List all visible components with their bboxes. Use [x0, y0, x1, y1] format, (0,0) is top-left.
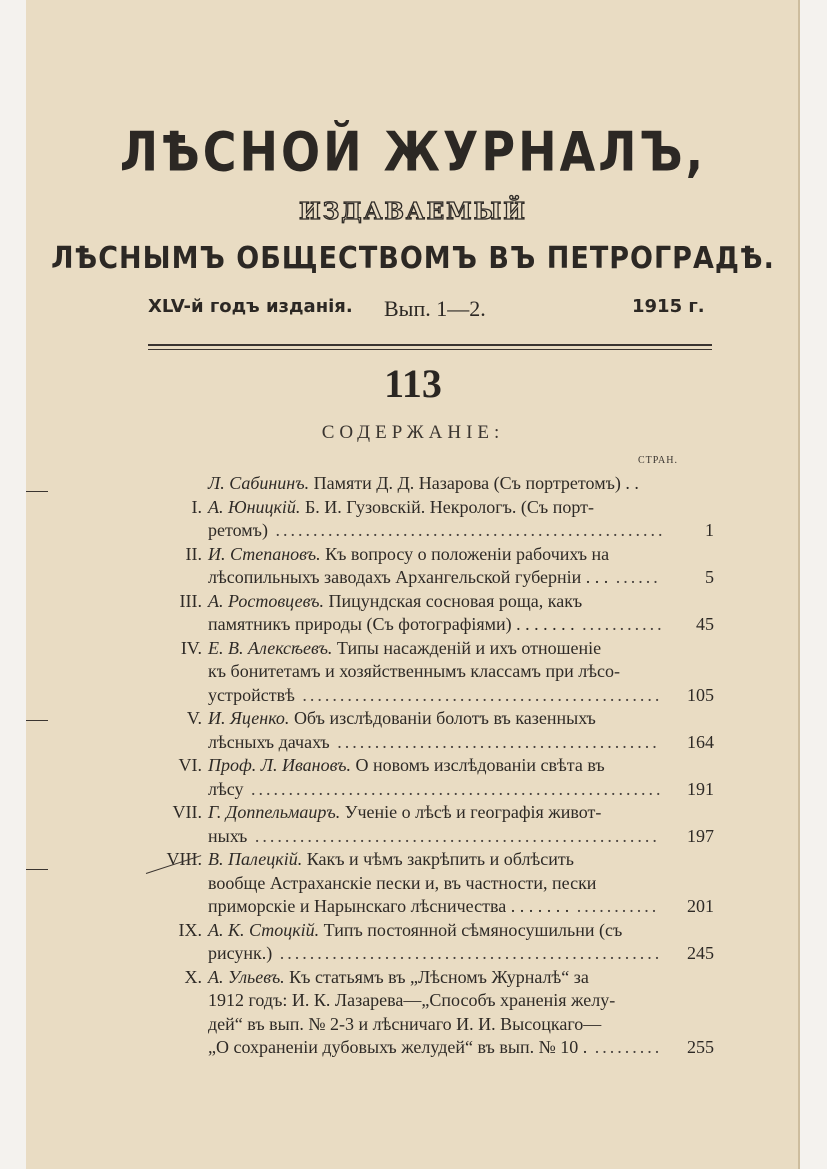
- toc-entry: [134, 590, 714, 637]
- journal-title: ЛѢСНОЙ ЖУРНАЛЪ,: [119, 120, 707, 184]
- toc-entry: [134, 754, 714, 801]
- toc-entry-number: II.: [185, 543, 202, 564]
- leader-dots: ......................................................: [247, 825, 660, 846]
- header-divider-thin: [148, 349, 712, 350]
- publication-year: 1915 г.: [632, 296, 705, 317]
- toc-entry-line: [134, 942, 714, 966]
- subtitle-published: ИЗДАВАЕМЫЙ: [298, 198, 528, 225]
- toc-entry-number: VIII.: [166, 849, 202, 869]
- margin-mark: [26, 720, 48, 721]
- toc-entry: [134, 801, 714, 848]
- leader-dots: ...........: [569, 896, 660, 916]
- toc-entry-line: [134, 566, 714, 590]
- toc-entry-text: Б. И. Гузовскій. Некрологъ. (Съ порт-: [304, 496, 594, 517]
- toc-entry: [134, 496, 714, 543]
- toc-entry-text: устройствѣ: [208, 684, 295, 705]
- toc-entry-line: [134, 613, 714, 637]
- toc-entry-author: А. Юницкій.: [208, 496, 301, 517]
- toc-entry-line: [134, 684, 714, 708]
- toc-entry-number: IX.: [178, 919, 202, 940]
- toc-entry-text: Какъ и чѣмъ закрѣпить и облѣсить: [306, 849, 574, 869]
- toc-entry-text: Пицундская сосновая роща, какъ: [328, 590, 583, 611]
- toc-entry-line: [134, 472, 714, 496]
- toc-entry-page: 197: [687, 825, 714, 846]
- toc-entry-page: 201: [687, 896, 714, 916]
- toc-entry-author: А. Ростовцевъ.: [208, 590, 324, 611]
- toc-entry-number: X.: [184, 966, 202, 987]
- toc-entry: [134, 707, 714, 754]
- subtitle-publisher: ЛѢСНЫМЪ ОБЩЕСТВОМЪ ВЪ ПЕТРОГРАДѢ.: [51, 241, 775, 276]
- toc-entry-text: О новомъ изслѣдованіи свѣта въ: [355, 755, 605, 775]
- toc-entry-line: [134, 848, 714, 872]
- leader-dots: .......................................................: [243, 778, 664, 799]
- toc-entry-number: VI.: [178, 755, 202, 775]
- toc-entry-author: А. К. Стоцкій.: [208, 919, 320, 940]
- toc-entry-page: 191: [687, 778, 714, 799]
- toc-entry-line: [134, 543, 714, 567]
- leader-dots: ....................................................: [267, 520, 666, 540]
- handwritten-number: 113: [384, 361, 442, 406]
- toc-entry-line: [134, 496, 714, 520]
- toc-entry-author: Г. Доппельмаиръ.: [208, 802, 341, 822]
- leader-dots: ......: [608, 567, 661, 587]
- toc-entry-text: Ученіе о лѣсѣ и географія живот-: [344, 802, 602, 822]
- toc-entry-line: [134, 731, 714, 755]
- toc-entry-line: [134, 872, 714, 896]
- toc-entry-text: лѣсопильныхъ заводахъ Архангельской губерніи . . .: [208, 567, 609, 587]
- toc-entry-page: 245: [687, 943, 714, 963]
- toc-entry-text: лѣсу: [208, 778, 244, 799]
- toc-entry-text: памятникъ природы (Съ фотографіями) . . . . . . .: [208, 614, 575, 634]
- toc-entry-text: лѣсныхъ дачахъ: [208, 731, 330, 752]
- header-divider: [148, 344, 712, 346]
- toc-entry-text: приморскіе и Нарынскаго лѣсничества . . . . . . .: [208, 896, 570, 916]
- contents-heading: СОДЕРЖАНІЕ:: [321, 422, 505, 443]
- toc-entry: [134, 848, 714, 919]
- toc-entry-page: 105: [687, 684, 714, 705]
- toc-entry-line: [134, 660, 714, 684]
- margin-mark: [26, 491, 48, 492]
- toc-entry-author: Проф. Л. Ивановъ.: [208, 755, 352, 775]
- toc-entry: [134, 472, 714, 496]
- toc-entry-number: I.: [191, 496, 202, 517]
- toc-entry-page: 164: [687, 731, 714, 752]
- toc-entry-number: IV.: [180, 637, 202, 658]
- toc-entry-line: [134, 989, 714, 1013]
- toc-entry-number: V.: [186, 708, 202, 728]
- toc-entry-line: [134, 754, 714, 778]
- toc-entry-text: „О сохраненіи дубовыхъ желудей“ въ вып. № 10 .: [208, 1037, 588, 1057]
- toc-entry-line: [134, 637, 714, 661]
- toc-entry-author: Л. Сабининъ.: [208, 473, 310, 493]
- leader-dots: ...........: [574, 614, 665, 634]
- toc-entry-line: [134, 966, 714, 990]
- toc-entry-line: [134, 1036, 714, 1060]
- toc-entry-line: [134, 778, 714, 802]
- toc-entry-line: [134, 919, 714, 943]
- toc-entry-author: А. Ульевъ.: [208, 966, 285, 987]
- margin-mark: [26, 869, 48, 870]
- toc-entry-number: III.: [179, 590, 202, 611]
- toc-entry: [134, 919, 714, 966]
- toc-entry: [134, 637, 714, 708]
- toc-entry-text: 1912 годъ: И. К. Лазарева—„Способъ храненія желу-: [208, 990, 616, 1010]
- toc-entry-text: Типы насажденій и ихъ отношеніе: [336, 637, 602, 658]
- toc-entry-text: Къ статьямъ въ „Лѣсномъ Журналѣ“ за: [289, 966, 589, 987]
- toc-entry-page: 5: [705, 567, 714, 587]
- leader-dots: .........: [587, 1037, 663, 1057]
- leader-dots: ...........................................: [329, 731, 660, 752]
- toc-entry: [134, 966, 714, 1060]
- leader-dots: ................................................: [294, 684, 663, 705]
- toc-entry-line: [134, 825, 714, 849]
- toc-entry-text: дей“ въ вып. № 2-3 и лѣсничаго И. И. Высоцкаго—: [208, 1013, 602, 1034]
- leader-dots: ...................................................: [272, 943, 663, 963]
- toc-entry-number: VII.: [172, 802, 202, 822]
- toc-entry-text: Типъ постоянной сѣмяносушильни (съ: [323, 919, 623, 940]
- toc-entry-page: 255: [687, 1037, 714, 1057]
- toc-entry-text: ретомъ): [208, 520, 268, 540]
- toc-entry-text: Объ изслѣдованіи болотъ въ казенныхъ: [293, 708, 596, 728]
- toc-entry-text: Памяти Д. Д. Назарова (Съ портретомъ) . .: [313, 473, 639, 493]
- toc-entry-text: рисунк.): [208, 943, 273, 963]
- toc-entry-text: къ бонитетамъ и хозяйственнымъ классамъ при лѣсо-: [208, 661, 620, 681]
- toc-entry-line: [134, 895, 714, 919]
- toc-entry-text: вообще Астраханскіе пески и, въ частности, пески: [208, 872, 597, 893]
- journal-page: [26, 0, 800, 1169]
- toc-entry-page: 45: [696, 614, 714, 634]
- toc-entry-line: [134, 519, 714, 543]
- toc-entry-author: Е. В. Алексѣевъ.: [208, 637, 333, 658]
- toc-entry-author: И. Яценко.: [208, 708, 290, 728]
- toc-entry-text: Къ вопросу о положеніи рабочихъ на: [325, 543, 610, 564]
- toc-entry-author: В. Палецкій.: [208, 849, 303, 869]
- toc-entry-line: [134, 590, 714, 614]
- toc-entry-text: ныхъ: [208, 825, 248, 846]
- toc-entry-page: 1: [705, 520, 714, 540]
- toc-entry: [134, 543, 714, 590]
- toc-entry-line: [134, 801, 714, 825]
- issue-number: Вып. 1—2.: [384, 296, 486, 321]
- toc-entry-line: [134, 707, 714, 731]
- table-of-contents: [134, 472, 714, 1060]
- year-of-publication: XLV-й годъ изданія.: [148, 296, 353, 317]
- pages-column-label: СТРАН.: [638, 455, 679, 466]
- toc-entry-author: И. Степановъ.: [208, 543, 321, 564]
- toc-entry-line: [134, 1013, 714, 1037]
